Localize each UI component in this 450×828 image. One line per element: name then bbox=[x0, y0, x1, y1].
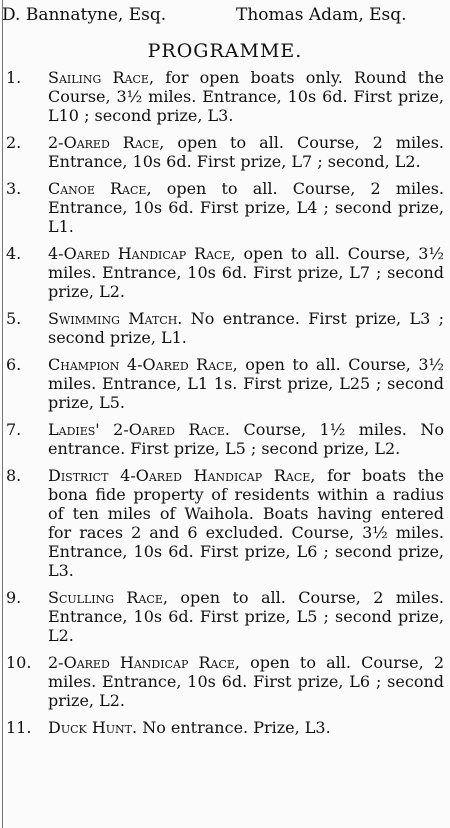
item-number: 6. bbox=[6, 355, 22, 374]
list-item bbox=[0, 309, 450, 347]
list-item bbox=[0, 244, 450, 301]
event-name: 2-Oared Handicap Race, bbox=[48, 653, 241, 672]
list-item bbox=[0, 133, 450, 171]
item-number: 7. bbox=[6, 420, 22, 439]
event-details: open to all. Course, 2 miles. Entrance, 10s 6d. First prize, L5 ; second prize, L2. bbox=[48, 588, 444, 645]
item-number: 4. bbox=[6, 244, 22, 263]
event-name: Canoe Race, bbox=[48, 179, 152, 198]
item-number: 11. bbox=[6, 718, 32, 737]
event-name: 4-Oared Handicap Race, bbox=[48, 244, 236, 263]
event-name: 2-Oared Race, bbox=[48, 133, 165, 152]
event-details: open to all. Course, 2 miles. Entrance, 10s 6d. First prize, L6 ; second prize, L2. bbox=[48, 653, 445, 710]
event-name: Duck Hunt. bbox=[48, 718, 138, 737]
item-number: 1. bbox=[6, 68, 22, 87]
event-name: Champion 4-Oared Race, bbox=[48, 355, 238, 374]
list-item bbox=[0, 68, 450, 125]
patrons-line bbox=[2, 2, 442, 28]
race-list bbox=[0, 68, 450, 745]
event-details: open to all. Course, 2 miles. Entrance, 10s 6d. First prize, L7 ; second, L2. bbox=[48, 133, 444, 171]
event-details: for boats the bona fide property of residents within a radius of ten miles of Waihola. Boats having entered for races 2 and 6 excluded. Course, 3½ miles. Entrance, 10s 6d. First prize, L6 ; second prize, L3. bbox=[48, 466, 445, 580]
event-name: District 4-Oared Handicap Race, bbox=[48, 466, 316, 485]
list-item bbox=[0, 588, 450, 645]
item-number: 3. bbox=[6, 179, 22, 198]
event-details: open to all. Course, 3½ miles. Entrance, L1 1s. First prize, L25 ; second prize, L5. bbox=[48, 355, 445, 412]
list-item bbox=[0, 355, 450, 412]
event-details: No entrance. Prize, L3. bbox=[142, 718, 331, 737]
event-details: No entrance. First prize, L3 ; second prize, L1. bbox=[48, 309, 445, 347]
event-details: open to all. Course, 2 miles. Entrance, 10s 6d. First prize, L4 ; second prize, L1. bbox=[48, 179, 444, 236]
event-name: Sculling Race, bbox=[48, 588, 168, 607]
list-item bbox=[0, 653, 450, 710]
event-details: Course, 1½ miles. No entrance. First prize, L5 ; second prize, L2. bbox=[48, 420, 444, 458]
patron-left: D. Bannatyne, Esq. bbox=[2, 5, 167, 25]
event-name: Ladies' 2-Oared Race. bbox=[48, 420, 230, 439]
programme-heading: PROGRAMME. bbox=[147, 40, 303, 62]
list-item bbox=[0, 179, 450, 236]
event-details: open to all. Course, 3½ miles. Entrance, 10s 6d. First prize, L7 ; second prize, L2. bbox=[48, 244, 444, 301]
patron-right: Thomas Adam, Esq. bbox=[236, 5, 407, 25]
event-name: Swimming Match. bbox=[48, 309, 183, 328]
event-details: for open boats only. Round the Course, 3½ miles. Entrance, 10s 6d. First prize, L10 ; second prize, L3. bbox=[48, 68, 445, 125]
list-item bbox=[0, 420, 450, 458]
list-item bbox=[0, 466, 450, 580]
item-number: 5. bbox=[6, 309, 22, 328]
list-item bbox=[0, 718, 450, 737]
item-number: 8. bbox=[6, 466, 22, 485]
item-number: 2. bbox=[6, 133, 22, 152]
item-number: 10. bbox=[6, 653, 32, 672]
event-name: Sailing Race, bbox=[48, 68, 155, 87]
item-number: 9. bbox=[6, 588, 22, 607]
